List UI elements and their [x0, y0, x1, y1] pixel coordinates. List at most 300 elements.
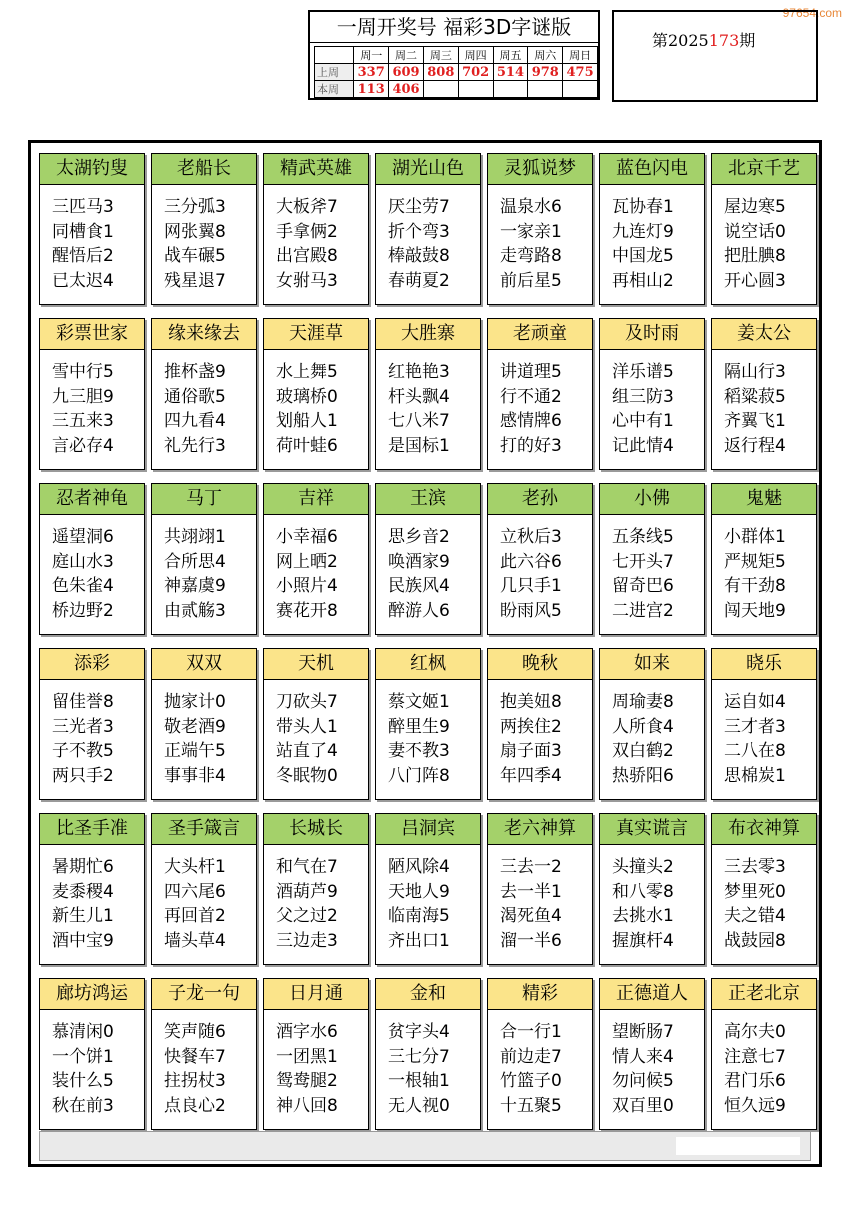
riddle-line: 酒字水6 — [276, 1022, 338, 1042]
card-author-title: 晚秋 — [488, 649, 592, 680]
riddle-line: 讲道理5 — [500, 362, 562, 382]
issue-suffix: 期 — [739, 31, 756, 50]
riddle-line: 醉里生9 — [388, 716, 450, 737]
card-body — [40, 1010, 144, 1118]
riddle-line: 中国龙5 — [612, 246, 674, 266]
day-header: 周二 — [389, 47, 424, 64]
card-body — [376, 350, 480, 458]
riddle-line: 说空话0 — [724, 221, 786, 242]
riddle-line: 红艳艳3 — [388, 362, 450, 382]
riddle-line: 齐翼飞1 — [724, 411, 786, 431]
riddle-line: 七八米7 — [388, 411, 450, 431]
riddle-line: 女驸马3 — [276, 270, 338, 291]
riddle-line: 由贰觞3 — [164, 600, 226, 621]
corner-cell — [315, 47, 354, 64]
weekly-results-box — [308, 10, 600, 100]
riddle-line: 赛花开8 — [276, 600, 338, 621]
riddle-card — [263, 153, 369, 305]
riddle-line: 父之过2 — [276, 906, 338, 926]
riddle-line: 盼雨风5 — [500, 600, 562, 621]
riddle-line: 是国标1 — [388, 435, 450, 456]
riddle-line: 出宫殿8 — [276, 246, 338, 266]
card-author-title: 大胜寨 — [376, 319, 480, 350]
riddle-line: 开心圆3 — [724, 270, 786, 291]
card-body — [40, 845, 144, 953]
riddle-line: 天地人9 — [388, 881, 450, 902]
riddle-line: 一根轴1 — [388, 1071, 450, 1091]
riddle-card — [487, 318, 593, 470]
riddle-line: 双百里0 — [612, 1095, 674, 1116]
riddle-card — [711, 153, 817, 305]
riddle-line: 闯天地9 — [724, 600, 786, 621]
riddle-card — [39, 813, 145, 965]
weekly-results-title: 一周开奖号 福彩3D字谜版 — [310, 12, 598, 43]
card-body — [712, 515, 816, 623]
riddle-card — [39, 978, 145, 1130]
riddle-line: 渴死鱼4 — [500, 906, 562, 926]
card-body — [600, 350, 704, 458]
riddle-line: 握旗杆4 — [612, 930, 674, 951]
riddle-line: 四九看4 — [164, 411, 226, 431]
card-body — [264, 1010, 368, 1118]
riddle-card — [263, 978, 369, 1130]
card-body — [264, 350, 368, 458]
riddle-card — [263, 318, 369, 470]
riddle-line: 有干劲8 — [724, 576, 786, 596]
card-body — [376, 515, 480, 623]
this-week-label: 本周 — [315, 81, 354, 98]
card-author-title: 鬼魅 — [712, 484, 816, 515]
riddle-line: 遥望洞6 — [52, 527, 114, 547]
riddle-line: 贫字头4 — [388, 1022, 450, 1042]
riddle-line: 神八回8 — [276, 1095, 338, 1116]
riddle-card — [39, 483, 145, 635]
riddle-line: 荷叶蛙6 — [276, 435, 338, 456]
riddle-line: 二进宫2 — [612, 600, 674, 621]
riddle-line: 两只手2 — [52, 765, 114, 786]
riddle-line: 笑声随6 — [164, 1022, 226, 1042]
riddle-card — [375, 153, 481, 305]
riddle-line: 网上晒2 — [276, 551, 338, 572]
riddle-line: 残星退7 — [164, 270, 226, 291]
card-author-title: 王滨 — [376, 484, 480, 515]
riddle-line: 醒悟后2 — [52, 246, 114, 266]
card-author-title: 忍者神龟 — [40, 484, 144, 515]
riddle-line: 暑期忙6 — [52, 857, 114, 877]
riddle-line: 和气在7 — [276, 857, 338, 877]
riddle-line: 前边走7 — [500, 1046, 562, 1067]
card-body — [152, 845, 256, 953]
riddle-card — [375, 483, 481, 635]
riddle-line: 墙头草4 — [164, 930, 226, 951]
riddle-line: 三去一2 — [500, 857, 562, 877]
riddle-card — [151, 648, 257, 800]
card-body — [488, 185, 592, 293]
result-cell: 808 — [423, 64, 458, 81]
card-author-title: 布衣神算 — [712, 814, 816, 845]
riddle-line: 再回首2 — [164, 906, 226, 926]
riddle-line: 共翊翊1 — [164, 527, 226, 547]
riddle-line: 无人视0 — [388, 1095, 450, 1116]
card-author-title: 精彩 — [488, 979, 592, 1010]
riddle-line: 打的好3 — [500, 435, 562, 456]
riddle-line: 瓦协春1 — [612, 197, 674, 217]
result-cell: 978 — [528, 64, 563, 81]
result-cell — [528, 81, 563, 98]
riddle-line: 心中有1 — [612, 411, 674, 431]
riddle-card — [39, 153, 145, 305]
riddle-line: 组三防3 — [612, 386, 674, 407]
riddle-line: 热骄阳6 — [612, 765, 674, 786]
weekday-header-row — [315, 47, 598, 64]
riddle-line: 前后星5 — [500, 270, 562, 291]
card-author-title: 老孙 — [488, 484, 592, 515]
riddle-line: 两挨住2 — [500, 716, 562, 737]
riddle-line: 运自如4 — [724, 692, 786, 712]
card-body — [264, 845, 368, 953]
riddle-line: 留奇巴6 — [612, 576, 674, 596]
riddle-line: 洋乐谱5 — [612, 362, 674, 382]
card-body — [712, 1010, 816, 1118]
card-body — [152, 350, 256, 458]
riddle-line: 正端午5 — [164, 741, 226, 761]
riddle-line: 水上舞5 — [276, 362, 338, 382]
result-cell: 337 — [354, 64, 389, 81]
riddle-line: 人所食4 — [612, 716, 674, 737]
riddle-line: 酒中宝9 — [52, 930, 114, 951]
riddle-line: 头撞头2 — [612, 857, 674, 877]
card-body — [376, 680, 480, 788]
last-week-row — [315, 64, 598, 81]
card-body — [152, 515, 256, 623]
result-cell: 475 — [563, 64, 598, 81]
riddle-line: 情人来4 — [612, 1046, 674, 1067]
riddle-card — [711, 813, 817, 965]
issue-number-value: 173 — [708, 31, 740, 50]
card-author-title: 缘来缘去 — [152, 319, 256, 350]
riddle-line: 十五聚5 — [500, 1095, 562, 1116]
card-body — [488, 1010, 592, 1118]
riddle-line: 雪中行5 — [52, 362, 114, 382]
card-author-title: 灵狐说梦 — [488, 154, 592, 185]
card-body — [40, 680, 144, 788]
riddle-line: 三光者3 — [52, 716, 114, 737]
card-body — [600, 185, 704, 293]
riddle-card — [599, 648, 705, 800]
card-body — [600, 1010, 704, 1118]
riddle-line: 鸳鸯腿2 — [276, 1071, 338, 1091]
riddle-line: 九三胆9 — [52, 386, 114, 407]
card-body — [376, 185, 480, 293]
riddle-line: 扇子面3 — [500, 741, 562, 761]
card-author-title: 老六神算 — [488, 814, 592, 845]
card-author-title: 彩票世家 — [40, 319, 144, 350]
card-body — [600, 680, 704, 788]
this-week-row — [315, 81, 598, 98]
riddle-card — [487, 978, 593, 1130]
riddle-line: 站直了4 — [276, 741, 338, 761]
riddle-line: 三去零3 — [724, 857, 786, 877]
day-header: 周六 — [528, 47, 563, 64]
riddle-line: 麦黍稷4 — [52, 881, 114, 902]
card-body — [152, 680, 256, 788]
riddle-line: 九连灯9 — [612, 221, 674, 242]
riddle-line: 三五来3 — [52, 411, 114, 431]
riddle-line: 桥边野2 — [52, 600, 114, 621]
riddle-line: 君门乐6 — [724, 1071, 786, 1091]
riddle-line: 唤酒家9 — [388, 551, 450, 572]
riddle-card — [263, 483, 369, 635]
card-author-title: 天涯草 — [264, 319, 368, 350]
card-author-title: 马丁 — [152, 484, 256, 515]
card-author-title: 比圣手准 — [40, 814, 144, 845]
riddle-line: 走弯路8 — [500, 246, 562, 266]
result-cell: 113 — [354, 81, 389, 98]
riddle-card — [711, 483, 817, 635]
card-body — [40, 185, 144, 293]
riddle-line: 行不通2 — [500, 386, 562, 407]
card-author-title: 小佛 — [600, 484, 704, 515]
riddle-line: 春萌夏2 — [388, 270, 450, 291]
riddle-line: 三匹马3 — [52, 197, 114, 217]
riddle-line: 五条线5 — [612, 527, 674, 547]
card-author-title: 子龙一句 — [152, 979, 256, 1010]
riddle-card — [39, 648, 145, 800]
issue-number-box — [612, 10, 818, 102]
riddle-line: 庭山水3 — [52, 551, 114, 572]
riddle-line: 杆头飘4 — [388, 386, 450, 407]
card-body — [712, 845, 816, 953]
riddle-line: 梦里死0 — [724, 881, 786, 902]
riddle-line: 齐出口1 — [388, 930, 450, 951]
riddle-line: 感情牌6 — [500, 411, 562, 431]
riddle-line: 三边走3 — [276, 930, 338, 951]
riddle-line: 温泉水6 — [500, 197, 562, 217]
riddle-card — [375, 318, 481, 470]
riddle-line: 折个弯3 — [388, 221, 450, 242]
riddle-line: 秋在前3 — [52, 1095, 114, 1116]
riddle-line: 留佳誉8 — [52, 692, 114, 712]
riddle-line: 夫之错4 — [724, 906, 786, 926]
riddle-card — [151, 978, 257, 1130]
riddle-line: 划船人1 — [276, 411, 338, 431]
riddle-line: 临南海5 — [388, 906, 450, 926]
riddle-line: 大头杆1 — [164, 857, 226, 877]
result-cell: 406 — [389, 81, 424, 98]
riddle-line: 年四季4 — [500, 765, 562, 786]
day-header: 周四 — [458, 47, 493, 64]
card-author-title: 红枫 — [376, 649, 480, 680]
riddle-line: 合所思4 — [164, 551, 226, 572]
riddle-line: 严规矩5 — [724, 551, 786, 572]
weekly-results-table — [314, 46, 598, 98]
card-body — [488, 680, 592, 788]
riddle-line: 玻璃桥0 — [276, 386, 338, 407]
riddle-card — [375, 813, 481, 965]
riddle-line: 把肚腆8 — [724, 246, 786, 266]
riddle-card — [599, 318, 705, 470]
riddle-line: 棒敲鼓8 — [388, 246, 450, 266]
day-header: 周三 — [423, 47, 458, 64]
riddle-line: 蔡文姬1 — [388, 692, 450, 712]
riddle-line: 勿问候5 — [612, 1071, 674, 1091]
riddle-line: 言必存4 — [52, 435, 114, 456]
footer-bar — [39, 1131, 811, 1161]
card-author-title: 正老北京 — [712, 979, 816, 1010]
riddle-line: 色朱雀4 — [52, 576, 114, 596]
card-author-title: 如来 — [600, 649, 704, 680]
card-author-title: 正德道人 — [600, 979, 704, 1010]
riddle-card — [487, 813, 593, 965]
riddle-line: 醉游人6 — [388, 600, 450, 621]
card-author-title: 蓝色闪电 — [600, 154, 704, 185]
riddle-card — [487, 483, 593, 635]
riddle-line: 竹篮子0 — [500, 1071, 562, 1091]
issue-prefix: 第2025 — [652, 31, 709, 50]
card-author-title: 及时雨 — [600, 319, 704, 350]
card-body — [264, 680, 368, 788]
riddle-line: 带头人1 — [276, 716, 338, 737]
riddle-card — [487, 648, 593, 800]
riddle-line: 小幸福6 — [276, 527, 338, 547]
card-body — [488, 515, 592, 623]
riddle-line: 一家亲1 — [500, 221, 562, 242]
day-header: 周一 — [354, 47, 389, 64]
riddle-line: 七开头7 — [612, 551, 674, 572]
riddle-card — [151, 318, 257, 470]
riddle-line: 已太迟4 — [52, 270, 114, 291]
riddle-line: 八门阵8 — [388, 765, 450, 786]
riddle-line: 刀砍头7 — [276, 692, 338, 712]
card-body — [488, 845, 592, 953]
riddle-line: 四六尾6 — [164, 881, 226, 902]
card-author-title: 太湖钓叟 — [40, 154, 144, 185]
riddle-line: 二八在8 — [724, 741, 786, 761]
issue-number — [652, 28, 755, 51]
card-author-title: 湖光山色 — [376, 154, 480, 185]
card-body — [40, 515, 144, 623]
riddle-line: 网张翼8 — [164, 221, 226, 242]
riddle-line: 溜一半6 — [500, 930, 562, 951]
riddle-card — [375, 648, 481, 800]
riddle-line: 陋风除4 — [388, 857, 450, 877]
riddle-line: 厌尘劳7 — [388, 197, 450, 217]
riddle-card — [711, 648, 817, 800]
riddle-line: 点良心2 — [164, 1095, 226, 1116]
card-body — [488, 350, 592, 458]
result-cell — [423, 81, 458, 98]
riddle-line: 推杯盏9 — [164, 362, 226, 382]
riddle-line: 酒葫芦9 — [276, 881, 338, 902]
riddle-line: 战车碾5 — [164, 246, 226, 266]
riddle-line: 再相山2 — [612, 270, 674, 291]
site-watermark: 97654.com — [782, 6, 842, 20]
card-body — [712, 680, 816, 788]
riddle-line: 冬眠物0 — [276, 765, 338, 786]
riddle-line: 稻粱菽5 — [724, 386, 786, 407]
card-author-title: 添彩 — [40, 649, 144, 680]
card-author-title: 老船长 — [152, 154, 256, 185]
riddle-line: 大板斧7 — [276, 197, 338, 217]
riddle-line: 合一行1 — [500, 1022, 562, 1042]
result-cell — [493, 81, 528, 98]
riddle-line: 同槽食1 — [52, 221, 114, 242]
riddle-line: 装什么5 — [52, 1071, 114, 1091]
riddle-line: 小照片4 — [276, 576, 338, 596]
riddle-line: 拄拐杖3 — [164, 1071, 226, 1091]
riddle-card — [151, 813, 257, 965]
result-cell: 702 — [458, 64, 493, 81]
card-author-title: 北京千艺 — [712, 154, 816, 185]
day-header: 周五 — [493, 47, 528, 64]
result-cell: 609 — [389, 64, 424, 81]
card-body — [264, 185, 368, 293]
card-body — [712, 185, 816, 293]
riddle-card — [263, 813, 369, 965]
riddle-card — [711, 318, 817, 470]
card-author-title: 姜太公 — [712, 319, 816, 350]
riddle-card — [487, 153, 593, 305]
riddle-line: 去一半1 — [500, 881, 562, 902]
riddle-line: 抱美妞8 — [500, 692, 562, 712]
riddle-board — [28, 140, 822, 1167]
result-cell — [563, 81, 598, 98]
riddle-line: 注意七7 — [724, 1046, 786, 1067]
riddle-line: 立秋后3 — [500, 527, 562, 547]
riddle-line: 快餐车7 — [164, 1046, 226, 1067]
riddle-card — [263, 648, 369, 800]
card-author-title: 日月通 — [264, 979, 368, 1010]
riddle-line: 恒久远9 — [724, 1095, 786, 1116]
card-body — [600, 845, 704, 953]
riddle-line: 三才者3 — [724, 716, 786, 737]
card-body — [40, 350, 144, 458]
footer-blank — [676, 1137, 800, 1155]
card-author-title: 天机 — [264, 649, 368, 680]
riddle-line: 周瑜妻8 — [612, 692, 674, 712]
riddle-line: 高尔夫0 — [724, 1022, 786, 1042]
riddle-line: 记此情4 — [612, 435, 674, 456]
card-body — [376, 845, 480, 953]
riddle-line: 返行程4 — [724, 435, 786, 456]
riddle-line: 妻不教3 — [388, 741, 450, 761]
card-author-title: 吉祥 — [264, 484, 368, 515]
riddle-line: 此六谷6 — [500, 551, 562, 572]
riddle-card — [151, 153, 257, 305]
riddle-card — [711, 978, 817, 1130]
riddle-line: 一个饼1 — [52, 1046, 114, 1067]
riddle-line: 去挑水1 — [612, 906, 674, 926]
card-author-title: 老顽童 — [488, 319, 592, 350]
riddle-line: 望断肠7 — [612, 1022, 674, 1042]
card-body — [600, 515, 704, 623]
card-author-title: 真实谎言 — [600, 814, 704, 845]
card-author-title: 吕洞宾 — [376, 814, 480, 845]
riddle-grid — [39, 153, 819, 1130]
riddle-line: 敬老酒9 — [164, 716, 226, 737]
riddle-line: 思乡音2 — [388, 527, 450, 547]
riddle-line: 慕清闲0 — [52, 1022, 114, 1042]
riddle-line: 新生儿1 — [52, 906, 114, 926]
riddle-line: 通俗歌5 — [164, 386, 226, 407]
riddle-line: 战鼓园8 — [724, 930, 786, 951]
card-body — [376, 1010, 480, 1118]
riddle-line: 神嘉虞9 — [164, 576, 226, 596]
card-author-title: 长城长 — [264, 814, 368, 845]
riddle-line: 和八零8 — [612, 881, 674, 902]
card-author-title: 金和 — [376, 979, 480, 1010]
riddle-line: 抛家计0 — [164, 692, 226, 712]
